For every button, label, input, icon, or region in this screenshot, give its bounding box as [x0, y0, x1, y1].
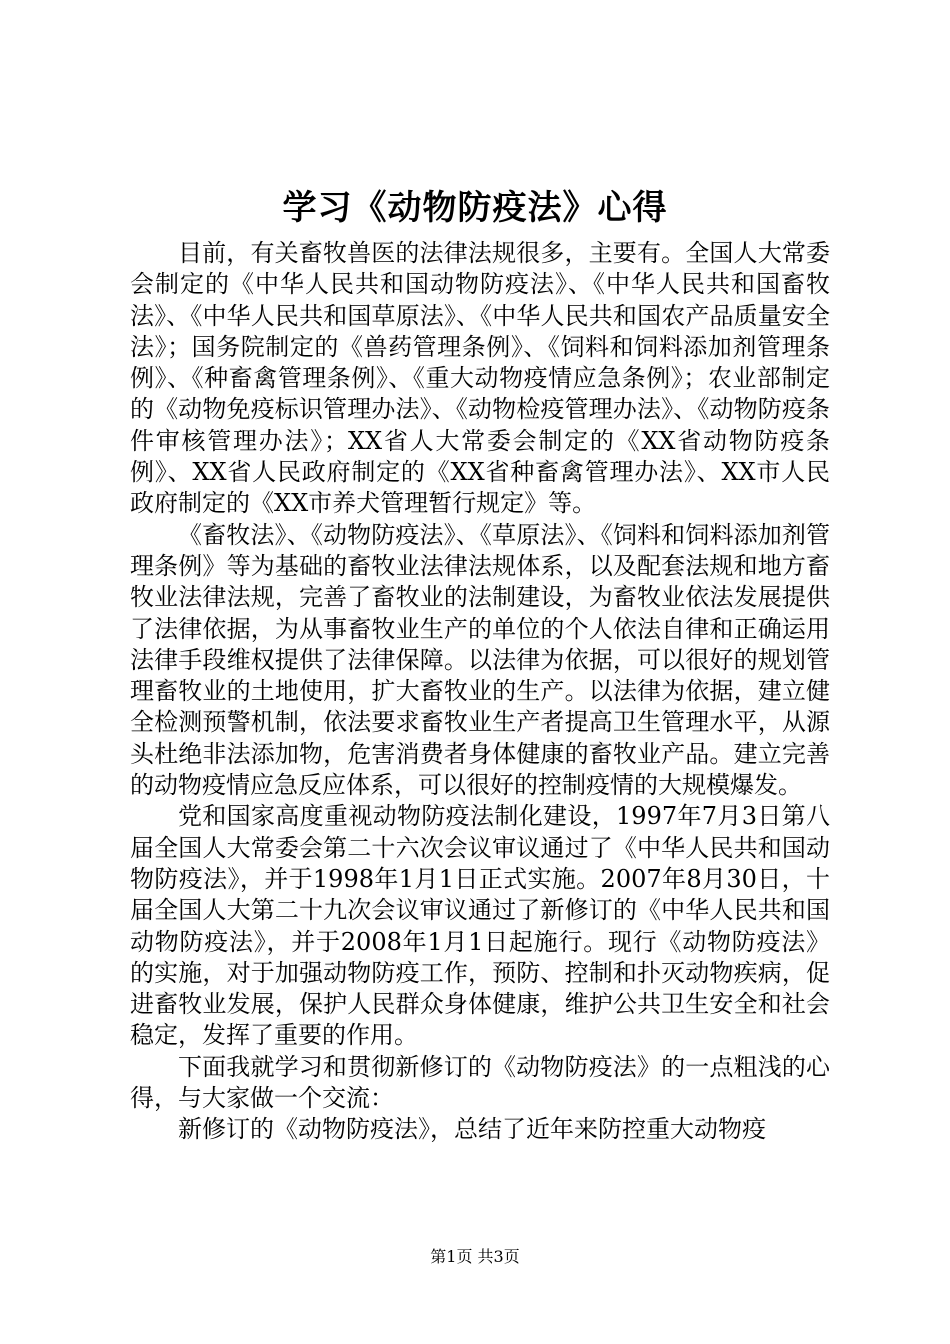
document-title: 学习《动物防疫法》心得 — [282, 188, 668, 228]
paragraph-2: 《畜牧法》、《动物防疫法》、《草原法》、《饲料和饲料添加剂管理条例》等为基础的畜牧业法律法规体系，以及配套法规和地方畜牧业法律法规，完善了畜牧业的法制建设，为畜牧业依法发展提供了法律依据，为从事畜牧业生产的单位的个人依法自律和正确运用法律手段维权提供了法律保障。以法律为依据，可以很好的规划管理畜牧业的土地使用，扩大畜牧业的生产。以法律为依据，建立健全检测预警机制，依法要求畜牧业生产者提高卫生管理水平，从源头杜绝非法添加物，危害消费者身体健康的畜牧业产品。建立完善的动物疫情应急反应体系，可以很好的控制疫情的大规模爆发。 — [130, 520, 830, 800]
page-number-footer: 第1页 共3页 — [430, 1247, 520, 1266]
paragraph-3: 党和国家高度重视动物防疫法制化建设，1997年7月3日第八届全国人大常委会第二十六次会议审议通过了《中华人民共和国动物防疫法》，并于1998年1月1日正式实施。2007年8月30日，十届全国人大第二十九次会议审议通过了新修订的《中华人民共和国动物防疫法》，并于2008年1月1日起施行。现行《动物防疫法》的实施，对于加强动物防疫工作，预防、控制和扑灭动物疾病，促进畜牧业发展，保护人民群众身体健康，维护公共卫生安全和社会稳定，发挥了重要的作用。 — [130, 802, 830, 1050]
paragraph-5: 新修订的《动物防疫法》，总结了近年来防控重大动物疫 — [178, 1115, 766, 1144]
paragraph-1: 目前，有关畜牧兽医的法律法规很多，主要有。全国人大常委会制定的《中华人民共和国动物防疫法》、《中华人民共和国畜牧法》、《中华人民共和国草原法》、《中华人民共和国农产品质量安全法》；国务院制定的《兽药管理条例》、《饲料和饲料添加剂管理条例》、《种畜禽管理条例》、《重大动物疫情应急条例》；农业部制定的《动物免疫标识管理办法》、《动物检疫管理办法》、《动物防疫条件审核管理办法》；XX省人大常委会制定的《XX省动物防疫条例》、XX省人民政府制定的《XX省种畜禽管理办法》、XX市人民政府制定的《XX市养犬管理暂行规定》等。 — [130, 239, 830, 518]
paragraph-4: 下面我就学习和贯彻新修订的《动物防疫法》的一点粗浅的心得，与大家做一个交流： — [130, 1052, 830, 1113]
document-body — [130, 238, 830, 1146]
